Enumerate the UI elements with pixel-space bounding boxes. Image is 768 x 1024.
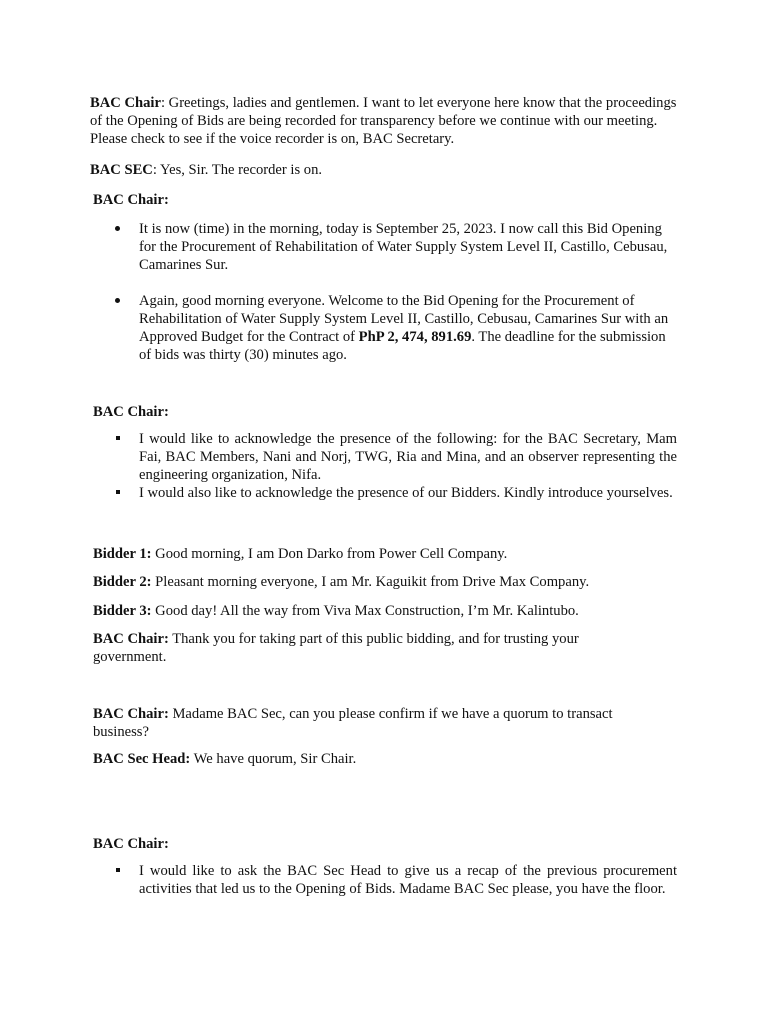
square-bullet-list xyxy=(93,862,677,898)
speaker-heading-bac-chair xyxy=(93,835,683,853)
speaker-heading-bac-chair xyxy=(93,403,683,421)
paragraph-text: : Greetings, ladies and gentlemen. I want to let everyone here know that the proceedings of the Opening of Bids are being recorded for transparency before we continue with our meeting. Please check to see if the voice recorder is on, BAC Secretary. xyxy=(90,95,677,147)
paragraph-bidder-3 xyxy=(93,602,683,620)
paragraph-bac-sec-head xyxy=(93,750,683,768)
speaker-label: BAC Chair xyxy=(90,95,161,111)
paragraph-bac-chair-thanks xyxy=(93,630,623,666)
bullet-list xyxy=(93,292,677,364)
speaker-label: BAC Chair: xyxy=(93,631,169,647)
paragraph-text: Madame BAC Sec, can you please confirm if we have a quorum to transact business? xyxy=(93,706,613,740)
speaker-label: Bidder 3: xyxy=(93,603,152,619)
bullet-item-acknowledge-bidders xyxy=(93,484,677,502)
bullet-text: Again, good morning everyone. Welcome to the Bid Opening for the Procurement of Rehabilitation of Water Supply System Level II, Castillo, Cebusau, Camarines Sur with an Approved Budget for the Contract of xyxy=(139,293,669,345)
speaker-label: BAC Sec Head: xyxy=(93,751,191,767)
bullet-text: I would like to ask the BAC Sec Head to give us a recap of the previous procurement activities that led us to the Opening of Bids. Madame BAC Sec please, you have the floor. xyxy=(139,863,677,897)
bullet-list xyxy=(93,220,677,274)
paragraph-text: We have quorum, Sir Chair. xyxy=(190,751,357,767)
speaker-label: Bidder 2: xyxy=(93,574,152,590)
paragraph-text: Pleasant morning everyone, I am Mr. Kaguikit from Drive Max Company. xyxy=(151,574,590,590)
speaker-heading-bac-chair xyxy=(93,191,683,209)
paragraph-text: Good morning, I am Don Darko from Power Cell Company. xyxy=(151,546,508,562)
paragraph-bidder-1 xyxy=(93,545,683,563)
paragraph-text: Good day! All the way from Viva Max Construction, I’m Mr. Kalintubo. xyxy=(151,603,579,619)
speaker-label: BAC Chair: xyxy=(93,404,169,420)
bullet-item-call-to-order xyxy=(93,220,677,274)
budget-amount: PhP 2, 474, 891.69 xyxy=(358,329,472,345)
paragraph-bac-chair-quorum xyxy=(93,705,653,741)
paragraph-bac-chair-greeting xyxy=(90,94,680,148)
paragraph-text: : Yes, Sir. The recorder is on. xyxy=(152,162,323,178)
paragraph-bac-sec-reply xyxy=(90,161,680,179)
speaker-label: BAC Chair: xyxy=(93,706,169,722)
bullet-item-acknowledge-members xyxy=(93,430,677,484)
bullet-item-welcome xyxy=(93,292,677,364)
speaker-label: BAC SEC xyxy=(90,162,153,178)
bullet-text: I would also like to acknowledge the presence of our Bidders. Kindly introduce yourselves. xyxy=(139,485,673,501)
paragraph-text: Thank you for taking part of this public bidding, and for trusting your government. xyxy=(93,631,579,665)
paragraph-bidder-2 xyxy=(93,573,683,591)
bullet-text: . The deadline for the submission of bids was thirty (30) minutes ago. xyxy=(139,329,666,363)
speaker-label: BAC Chair: xyxy=(93,836,169,852)
bullet-text: It is now (time) in the morning, today is September 25, 2023. I now call this Bid Opening for the Procurement of Rehabilitation of Water Supply System Level II, Castillo, Cebusau, Camarines Sur. xyxy=(139,221,668,273)
speaker-label: Bidder 1: xyxy=(93,546,152,562)
bullet-text: I would like to acknowledge the presence of the following: for the BAC Secretary, Mam Fai, BAC Members, Nani and Norj, TWG, Ria and Mina, and an observer representing the engineering organization, Nifa. xyxy=(139,431,677,483)
speaker-label: BAC Chair: xyxy=(93,192,169,208)
square-bullet-list xyxy=(93,430,677,502)
bullet-item-recap-request xyxy=(93,862,677,898)
